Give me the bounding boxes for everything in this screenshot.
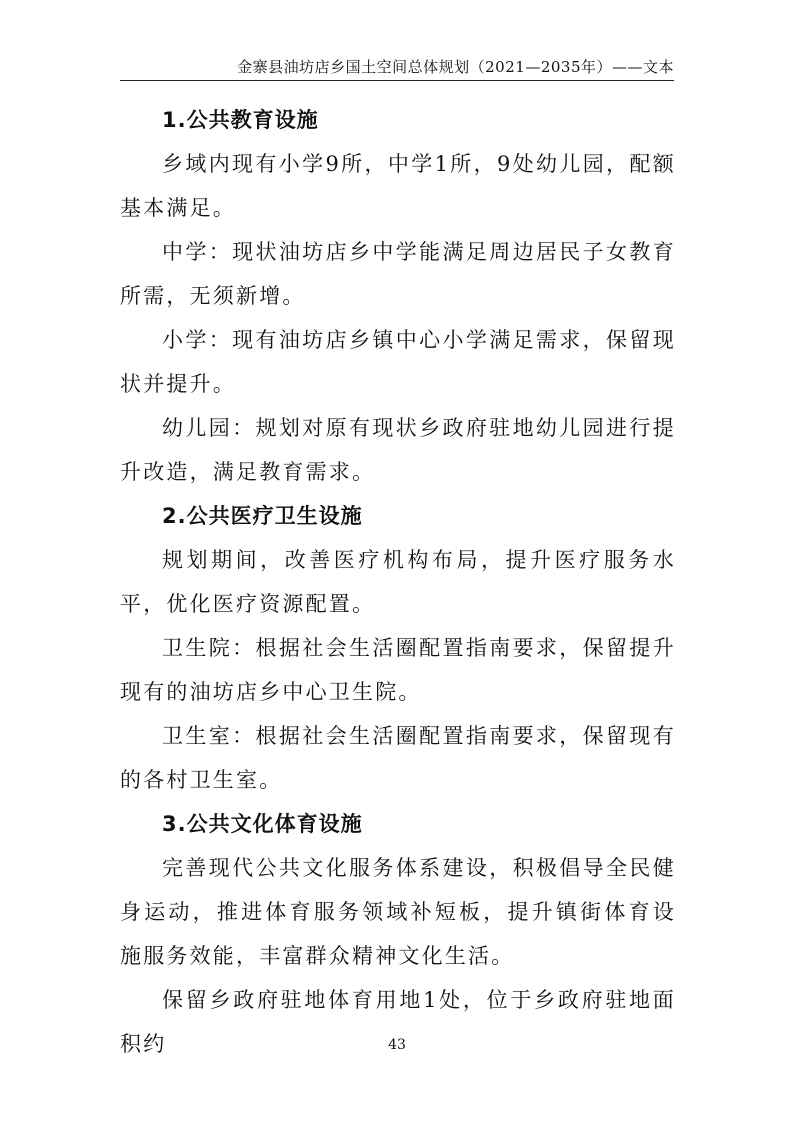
paragraph-primary-school: 小学：现有油坊店乡镇中心小学满足需求，保留现状并提升。 [120, 328, 676, 396]
section-heading-medical: 2.公共医疗卫生设施 [162, 504, 363, 528]
paragraph-middle-school: 中学：现状油坊店乡中学能满足周边居民子女教育所需，无须新增。 [120, 240, 676, 308]
paragraph-health-center: 卫生院：根据社会生活圈配置指南要求，保留提升现有的油坊店乡中心卫生院。 [120, 636, 676, 704]
paragraph-medical-overview: 规划期间，改善医疗机构布局，提升医疗服务水平，优化医疗资源配置。 [120, 548, 676, 616]
page-number: 43 [388, 1037, 406, 1053]
page-header: 金寨县油坊店乡国土空间总体规划（2021—2035年）——文本 [120, 54, 674, 81]
paragraph-sports-land: 保留乡政府驻地体育用地1处，位于乡政府驻地面积约 [120, 988, 676, 1056]
paragraph-kindergarten: 幼儿园：规划对原有现状乡政府驻地幼儿园进行提升改造，满足教育需求。 [120, 416, 676, 484]
paragraph-culture-sports-overview: 完善现代公共文化服务体系建设，积极倡导全民健身运动，推进体育服务领域补短板，提升镇街体育设施服务效能，丰富群众精神文化生活。 [120, 856, 676, 968]
paragraph-education-overview: 乡域内现有小学9所，中学1所，9处幼儿园，配额基本满足。 [120, 152, 676, 220]
paragraph-health-room: 卫生室：根据社会生活圈配置指南要求，保留现有的各村卫生室。 [120, 724, 676, 792]
section-heading-culture-sports: 3.公共文化体育设施 [162, 812, 363, 836]
section-heading-education: 1.公共教育设施 [162, 108, 319, 132]
document-body [120, 98, 676, 1066]
